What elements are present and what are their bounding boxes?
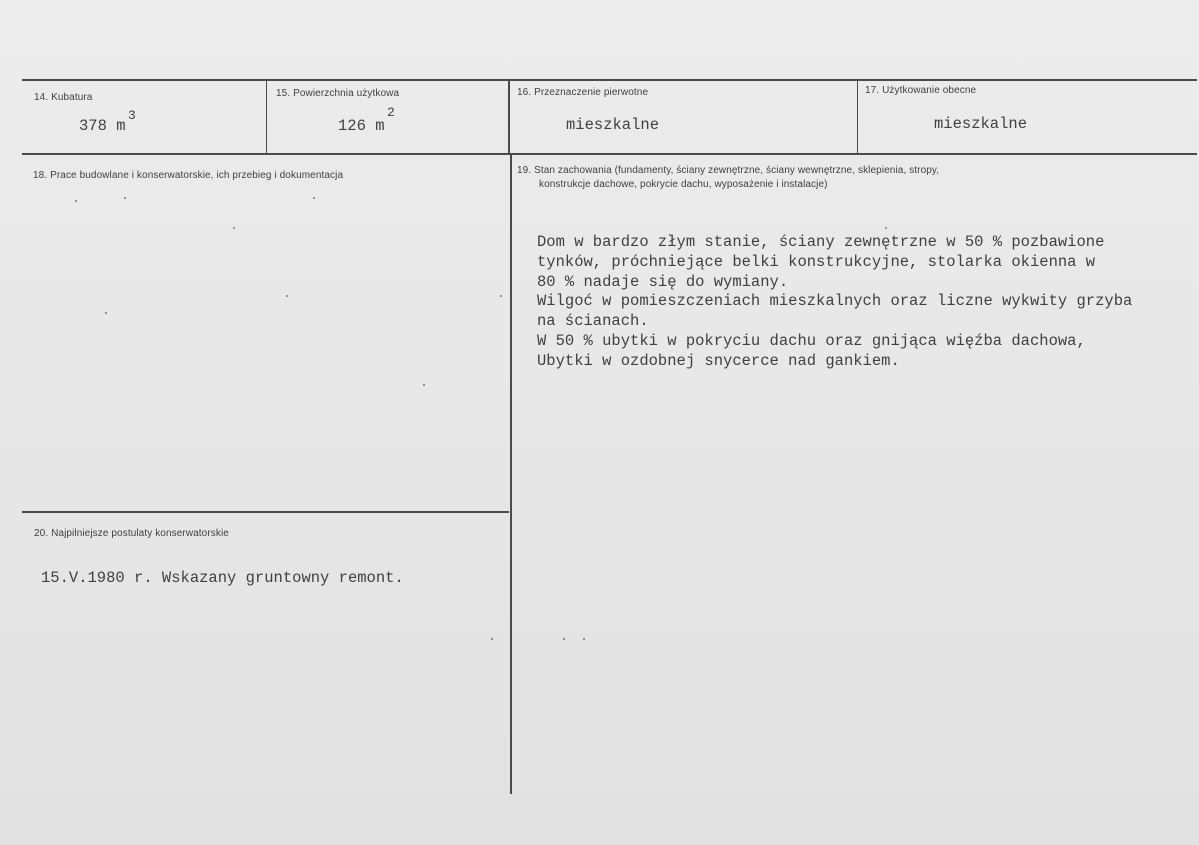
condition-text-line: tynków, próchniejące belki konstrukcyjne, stolarka okienna w (537, 253, 1096, 271)
condition-text-line: Wilgoć w pomieszczeniach mieszkalnych oraz liczne wykwity grzyba (537, 292, 1133, 310)
condition-text-line: Ubytki w ozdobnej snycerce nad gankiem. (537, 352, 900, 370)
field-14-label: 14. Kubatura (34, 92, 93, 103)
column-divider-14-15 (266, 80, 267, 154)
column-divider-15-16 (508, 80, 510, 154)
field-15-superscript: 2 (387, 105, 395, 120)
paper-speck (105, 312, 107, 314)
field-19-label-line-1: 19. Stan zachowania (fundamenty, ściany zewnętrzne, ściany wewnętrzne, sklepienia, stropy, (517, 165, 940, 176)
paper-speck (885, 227, 887, 229)
condition-text-line: 80 % nadaje się do wymiany. (537, 273, 789, 291)
main-column-divider (510, 154, 512, 794)
paper-speck (500, 295, 502, 297)
field-15-value: 126 m (338, 117, 385, 135)
top-border-line (22, 79, 1197, 81)
paper-speck (583, 638, 585, 640)
field-20-label: 20. Najpilniejsze postulaty konserwatorskie (34, 528, 229, 539)
section-20-divider-line (22, 511, 509, 513)
paper-speck (423, 384, 425, 386)
condition-text-line: Dom w bardzo złym stanie, ściany zewnętrzne w 50 % pozbawione (537, 233, 1105, 251)
paper-speck (491, 638, 493, 640)
field-17-label: 17. Użytkowanie obecne (865, 85, 977, 96)
field-14-value: 378 m (79, 117, 126, 135)
field-15-label: 15. Powierzchnia użytkowa (276, 88, 400, 99)
paper-speck (286, 295, 288, 297)
paper-speck (124, 197, 126, 199)
row-divider-line (22, 153, 1197, 155)
field-20-value: 15.V.1980 r. Wskazany gruntowny remont. (41, 569, 404, 587)
field-16-value: mieszkalne (566, 116, 660, 134)
column-divider-16-17 (857, 80, 858, 154)
paper-speck (313, 197, 315, 199)
condition-text-line: na ścianach. (537, 312, 649, 330)
field-19-label-line-2: konstrukcje dachowe, pokrycie dachu, wyposażenie i instalacje) (539, 179, 828, 190)
paper-speck (233, 227, 235, 229)
condition-text-line: W 50 % ubytki w pokryciu dachu oraz gnijąca więźba dachowa, (537, 332, 1086, 350)
field-16-label: 16. Przeznaczenie pierwotne (517, 87, 649, 98)
field-18-label: 18. Prace budowlane i konserwatorskie, ich przebieg i dokumentacja (33, 170, 344, 181)
paper-speck (563, 638, 565, 640)
paper-speck (75, 200, 77, 202)
field-17-value: mieszkalne (934, 115, 1028, 133)
field-14-superscript: 3 (128, 108, 136, 123)
